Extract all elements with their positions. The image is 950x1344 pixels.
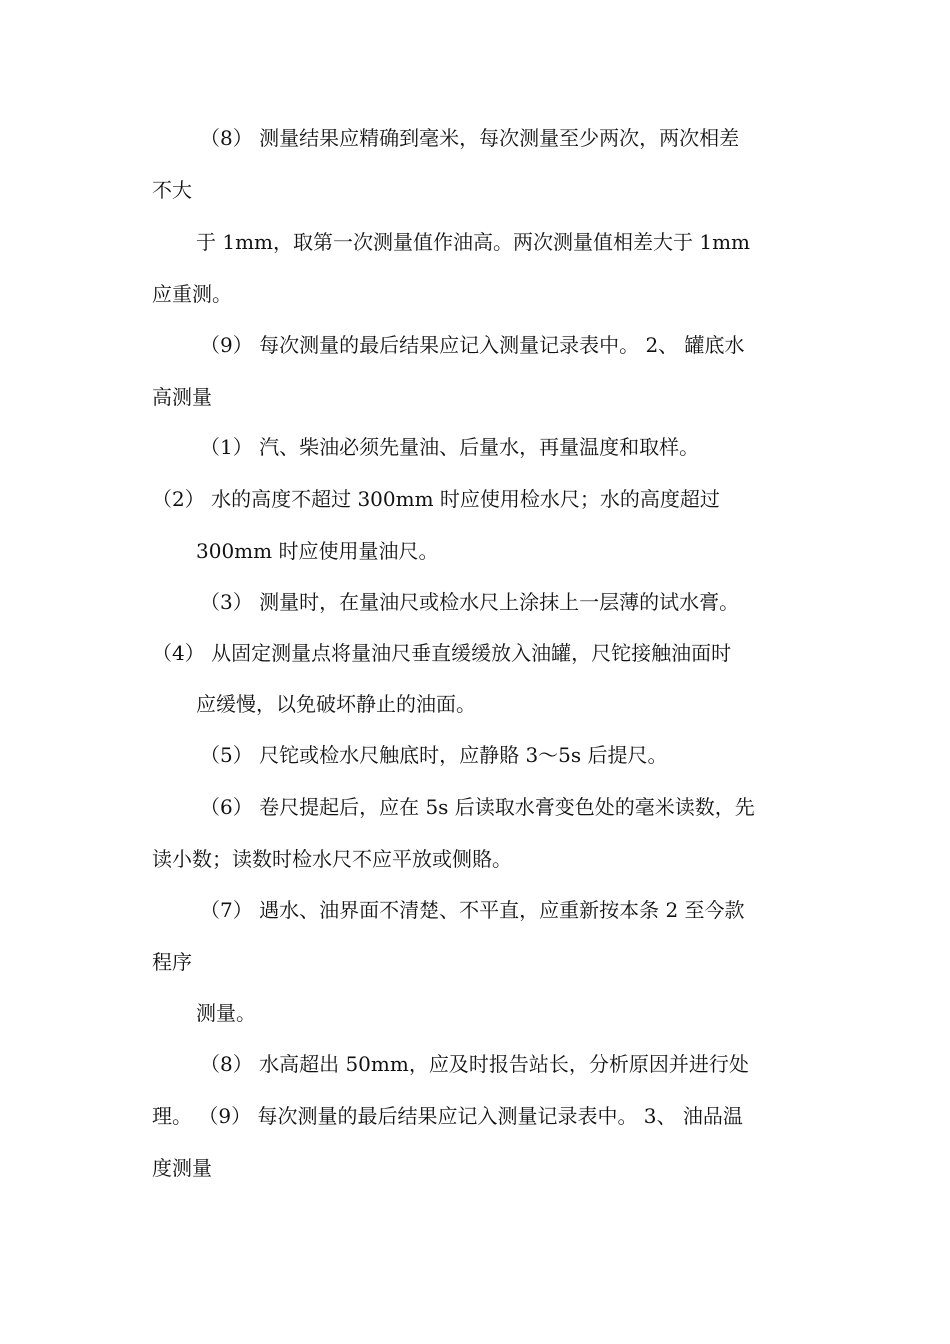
text-line: 于 1mm，取第一次测量值作油高。两次测量值相差大于 1mm (196, 230, 751, 254)
text-line: 不大 (152, 178, 192, 202)
text-line: 理。 （9） 每次测量的最后结果应记入测量记录表中。 3、 油品温 (152, 1104, 743, 1128)
text-line: 应重测。 (152, 282, 232, 306)
text-line: （6） 卷尺提起后，应在 5s 后读取水膏变色处的毫米读数，先 (200, 795, 755, 819)
text-line: （3） 测量时，在量油尺或检水尺上涂抹上一层薄的试水膏。 (200, 590, 740, 614)
text-line: （1） 汽、柴油必须先量油、后量水，再量温度和取样。 (200, 435, 700, 459)
text-line: 读小数；读数时检水尺不应平放或侧賂。 (152, 847, 512, 871)
text-line: （4） 从固定测量点将量油尺垂直缓缓放入油罐，尺铊接触油面时 (152, 641, 732, 665)
text-line: （9） 每次测量的最后结果应记入测量记录表中。 2、 罐底水 (200, 333, 745, 357)
text-line: 度测量 (152, 1156, 212, 1180)
text-line: （8） 测量结果应精确到毫米，每次测量至少两次，两次相差 (200, 126, 740, 150)
text-line: （8） 水高超出 50mm，应及时报告站长，分析原因并进行处 (200, 1052, 749, 1076)
text-line: （5） 尺铊或检水尺触底时，应静賂 3～5s 后提尺。 (200, 743, 668, 767)
text-line: 300mm 时应使用量油尺。 (196, 539, 439, 563)
text-line: 程序 (152, 950, 192, 974)
text-line: （2） 水的高度不超过 300mm 时应使用检水尺；水的高度超过 (152, 487, 720, 511)
text-line: 应缓慢，以免破坏静止的油面。 (196, 692, 476, 716)
text-line: （7） 遇水、油界面不清楚、不平直，应重新按本条 2 至今款 (200, 898, 745, 922)
text-line: 高测量 (152, 385, 212, 409)
text-line: 测量。 (196, 1001, 256, 1025)
